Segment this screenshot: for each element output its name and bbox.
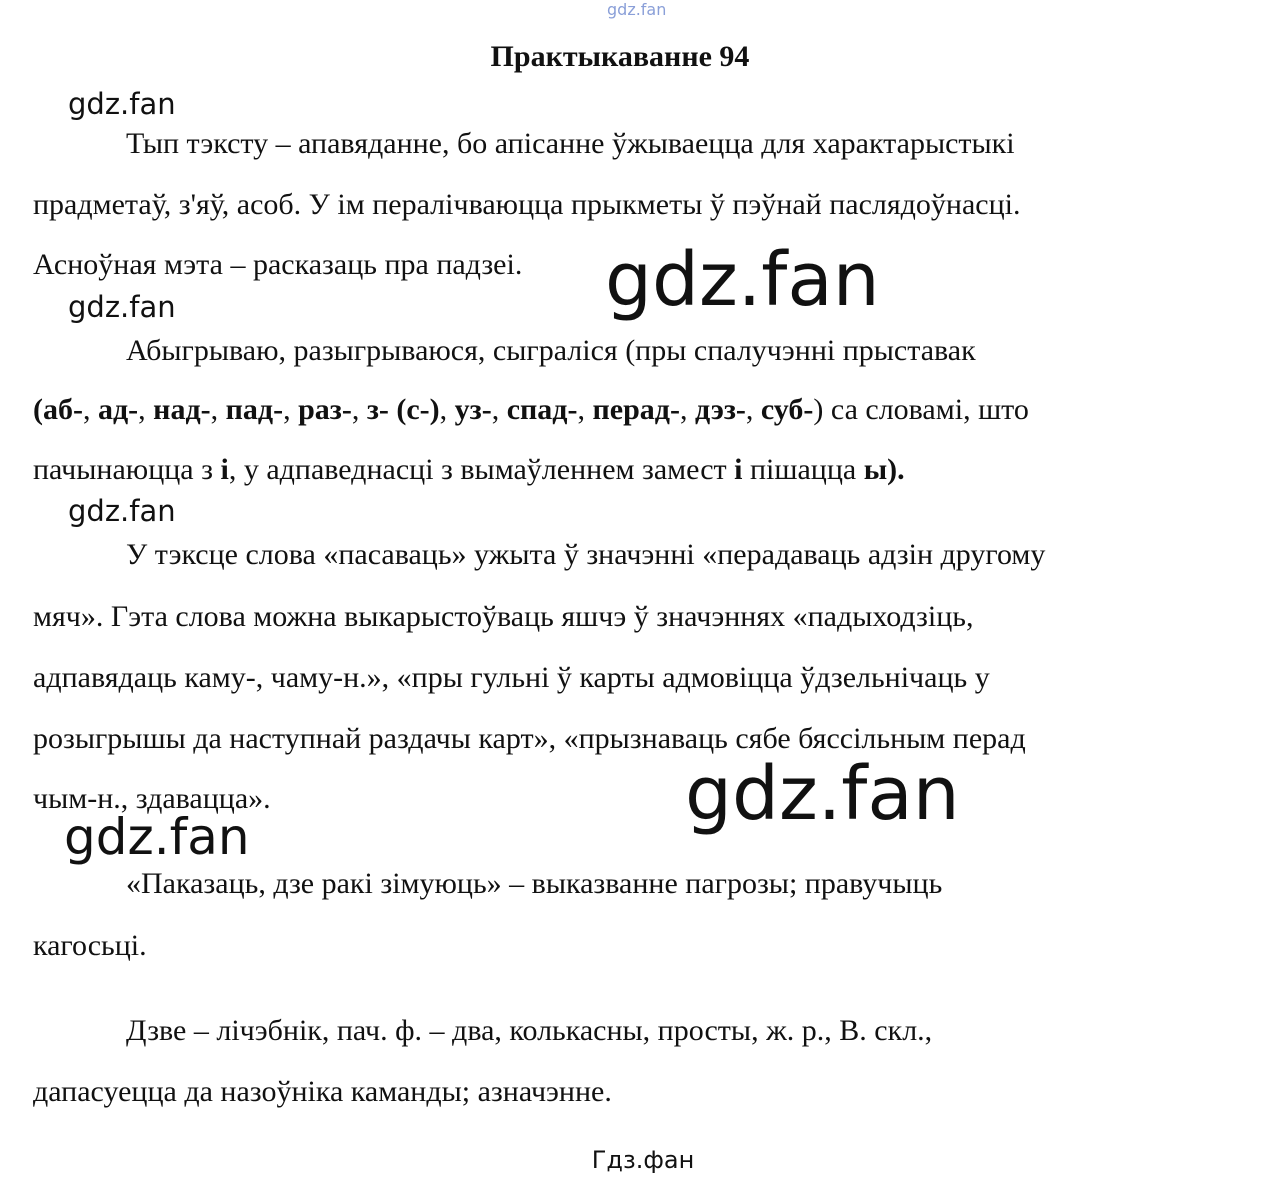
text-fragment: , <box>745 393 761 426</box>
text-fragment: , <box>283 393 299 426</box>
bold-fragment: ад- <box>98 393 139 426</box>
text-fragment: , <box>679 393 695 426</box>
bold-fragment: ( <box>33 393 43 426</box>
paragraph-line: Асноўная мэта – расказаць пра падзеі. <box>33 248 523 281</box>
text-fragment: , <box>491 393 507 426</box>
text-fragment: , <box>439 393 455 426</box>
watermark: gdz.fan <box>68 87 176 121</box>
page-title: Практыкаванне 94 <box>490 40 750 73</box>
text-fragment: , <box>351 393 367 426</box>
bold-fragment: раз- <box>298 393 352 426</box>
paragraph-line: чым-н., здавацца». <box>33 782 271 815</box>
bold-fragment: аб- <box>43 393 83 426</box>
bold-fragment: дэз- <box>694 393 746 426</box>
paragraph-line: дапасуецца да назоўніка каманды; азначэнне. <box>33 1075 612 1108</box>
text-fragment: пачынаюцца з <box>33 453 221 486</box>
paragraph-line: мяч». Гэта слова можна выкарыстоўваць яшчэ ў значэннях «падыходзіць, <box>33 600 974 633</box>
paragraph-line: адпавядаць каму-, чаму-н.», «пры гульні ў карты адмовіцца ўдзельнічаць у <box>33 661 990 694</box>
bold-fragment: спад- <box>506 393 578 426</box>
watermark-medium: gdz.fan <box>64 808 250 866</box>
paragraph-line-mixed <box>33 393 1029 427</box>
bold-fragment: перад- <box>592 393 680 426</box>
paragraph-line: розыгрышы да наступнай раздачы карт», «прызнаваць сябе бяссільным перад <box>33 722 1026 755</box>
text-fragment: , <box>577 393 593 426</box>
bold-fragment: уз- <box>454 393 492 426</box>
bold-fragment: пад- <box>225 393 284 426</box>
text-fragment: , у адпаведнасці з вымаўленнем замест <box>228 453 735 486</box>
paragraph-line: прадметаў, з'яў, асоб. У ім пералічваюцца прыкметы ў пэўнай паслядоўнасці. <box>33 188 1021 221</box>
bold-fragment: і <box>220 453 229 486</box>
watermark: gdz.fan <box>68 494 176 528</box>
watermark-top: gdz.fan <box>607 0 667 19</box>
paragraph-line: «Паказаць, дзе ракі зімуюць» – выказванне пагрозы; правучыць <box>126 867 943 900</box>
text-fragment: , <box>83 393 98 426</box>
footer-text: Гдз.фан <box>591 1146 695 1174</box>
bold-fragment: і <box>734 453 743 486</box>
text-fragment: пішацца <box>742 453 864 486</box>
text-fragment: , <box>138 393 154 426</box>
watermark-large: gdz.fan <box>685 751 960 837</box>
paragraph-line: Тып тэксту – апавяданне, бо апісанне ўжываецца для характарыстыкі <box>126 127 1015 160</box>
bold-fragment: суб- <box>760 393 814 426</box>
bold-fragment: з- (с-) <box>366 393 440 426</box>
text-fragment: ) са словамі, што <box>813 393 1029 426</box>
watermark-large: gdz.fan <box>605 237 880 323</box>
bold-fragment: ы). <box>863 453 905 486</box>
paragraph-line: Дзве – лічэбнік, пач. ф. – два, колькасны, просты, ж. р., В. скл., <box>126 1014 933 1047</box>
paragraph-line-mixed <box>33 453 905 487</box>
bold-fragment: над- <box>153 393 211 426</box>
watermark: gdz.fan <box>68 290 176 324</box>
paragraph-line: У тэксце слова «пасаваць» ужыта ў значэнні «перадаваць адзін другому <box>126 538 1046 571</box>
text-fragment: , <box>210 393 226 426</box>
paragraph-line: Абыгрываю, разыгрываюся, сыграліся (пры спалучэнні прыставак <box>126 334 976 367</box>
paragraph-line: кагосьці. <box>33 929 147 962</box>
